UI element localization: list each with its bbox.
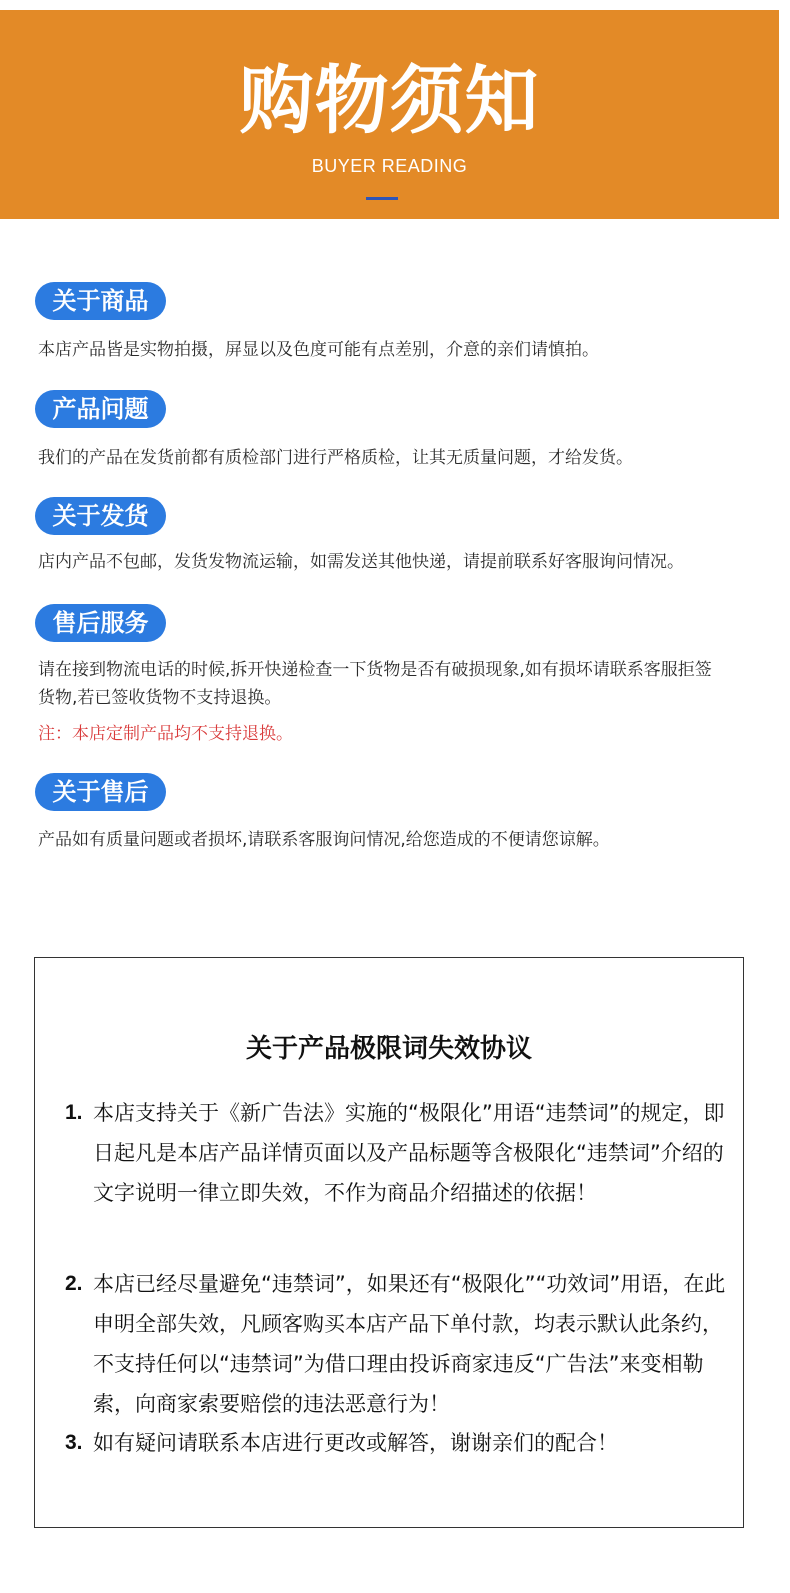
section-text-product: 本店产品皆是实物拍摄，屏显以及色度可能有点差别，介意的亲们请慎拍。 — [38, 340, 599, 360]
agreement-item-1 — [65, 1093, 735, 1213]
page-title: 购物须知 — [239, 58, 540, 144]
item-number: 2. — [65, 1272, 83, 1295]
item-text: 本店已经尽量避免“违禁词”，如果还有“极限化”“功效词”用语，在此申明全部失效，凡顾客购买本店产品下单付款，均表示默认此条约，不支持任何以“违禁词”为借口理由投诉商家违反“广告法”来变相勒索，向商家索要赔偿的违法恶意行为！ — [93, 1272, 726, 1416]
section-text-quality: 我们的产品在发货前都有质检部门进行严格质检，让其无质量问题，才给发货。 — [38, 448, 633, 468]
agreement-item-3 — [65, 1423, 735, 1463]
section-text-aftersale: 产品如有质量问题或者损坏,请联系客服询问情况,给您造成的不便请您谅解。 — [38, 830, 610, 850]
section-label-service: 售后服务 — [35, 604, 166, 642]
item-text: 本店支持关于《新广告法》实施的“极限化”用语“违禁词”的规定，即日起凡是本店产品详情页面以及产品标题等含极限化“违禁词”介绍的文字说明一律立即失效，不作为商品介绍描述的依据！ — [93, 1101, 725, 1205]
agreement-box — [34, 957, 744, 1528]
section-label-quality: 产品问题 — [35, 390, 166, 428]
header-banner — [0, 10, 779, 219]
agreement-item-2 — [65, 1264, 735, 1424]
item-number: 3. — [65, 1431, 83, 1454]
section-label-product: 关于商品 — [35, 282, 166, 320]
service-note: 注：本店定制产品均不支持退换。 — [38, 724, 293, 744]
page-subtitle: BUYER READING — [311, 156, 468, 176]
section-text-shipping: 店内产品不包邮，发货发物流运输，如需发送其他快递，请提前联系好客服询问情况。 — [38, 552, 684, 572]
section-label-aftersale: 关于售后 — [35, 773, 166, 811]
title-underline — [366, 197, 398, 200]
item-text: 如有疑问请联系本店进行更改或解答，谢谢亲们的配合！ — [93, 1431, 618, 1455]
section-text-service: 请在接到物流电话的时候,拆开快递检查一下货物是否有破损现象,如有损坏请联系客服拒签货物,若已签收货物不支持退换。 — [38, 660, 712, 708]
item-number: 1. — [65, 1101, 83, 1124]
section-label-shipping: 关于发货 — [35, 497, 166, 535]
agreement-title: 关于产品极限词失效协议 — [245, 1034, 532, 1064]
